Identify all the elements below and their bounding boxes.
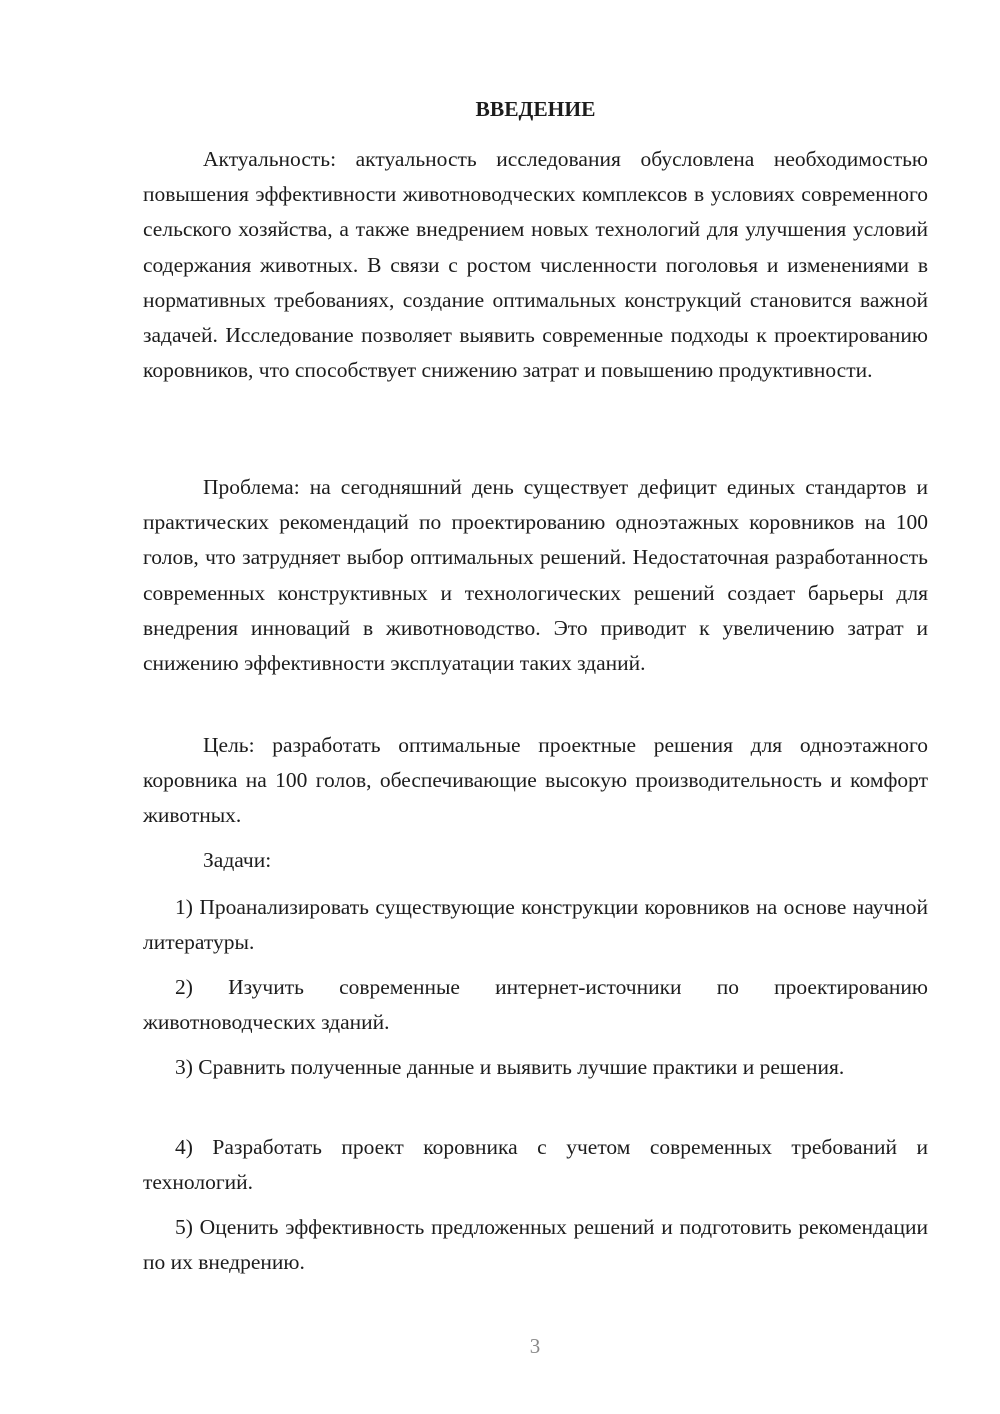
goal-paragraph bbox=[143, 728, 928, 834]
problem-paragraph bbox=[143, 470, 928, 681]
task-text: 2) Изучить современные интернет-источники по проектированию животноводческих зданий. bbox=[143, 975, 928, 1035]
relevance-paragraph bbox=[143, 142, 928, 388]
goal-text: Цель: разработать оптимальные проектные решения для одноэтажного коровника на 100 голов, обеспечивающие высокую производительность и комфорт животных. bbox=[143, 733, 928, 828]
page-title: ВВЕДЕНИЕ bbox=[475, 97, 596, 121]
task-text: 4) Разработать проект коровника с учетом современных требований и технологий. bbox=[143, 1135, 928, 1195]
task-text: 3) Сравнить полученные данные и выявить лучшие практики и решения. bbox=[175, 1055, 845, 1079]
page-number: 3 bbox=[529, 1334, 541, 1358]
list-item bbox=[143, 1130, 928, 1200]
tasks-label-paragraph bbox=[143, 843, 928, 878]
list-item bbox=[143, 890, 928, 960]
task-text: 1) Проанализировать существующие конструкции коровников на основе научной литературы. bbox=[143, 895, 928, 955]
task-text: 5) Оценить эффективность предложенных решений и подготовить рекомендации по их внедрению. bbox=[143, 1215, 928, 1275]
problem-text: Проблема: на сегодняшний день существует дефицит единых стандартов и практических рекомендаций по проектированию одноэтажных коровников на 100 голов, что затрудняет выбор оптимальных решений. Недостаточная разработанность современных конструктивных и технологических решений создает барьеры для внедрения инноваций в животноводство. Это приводит к увеличению затрат и снижению эффективности эксплуатации таких зданий. bbox=[143, 475, 928, 676]
list-item bbox=[143, 970, 928, 1040]
relevance-text: Актуальность: актуальность исследования обусловлена необходимостью повышения эффективности животноводческих комплексов в условиях современного сельского хозяйства, а также внедрением новых технологий для улучшения условий содержания животных. В связи с ростом численности поголовья и изменениями в нормативных требованиях, создание оптимальных конструкций становится важной задачей. Исследование позволяет выявить современные подходы к проектированию коровников, что способствует снижению затрат и повышению продуктивности. bbox=[143, 147, 928, 383]
tasks-label: Задачи: bbox=[203, 848, 272, 872]
list-item bbox=[143, 1210, 928, 1280]
list-item bbox=[143, 1050, 928, 1085]
